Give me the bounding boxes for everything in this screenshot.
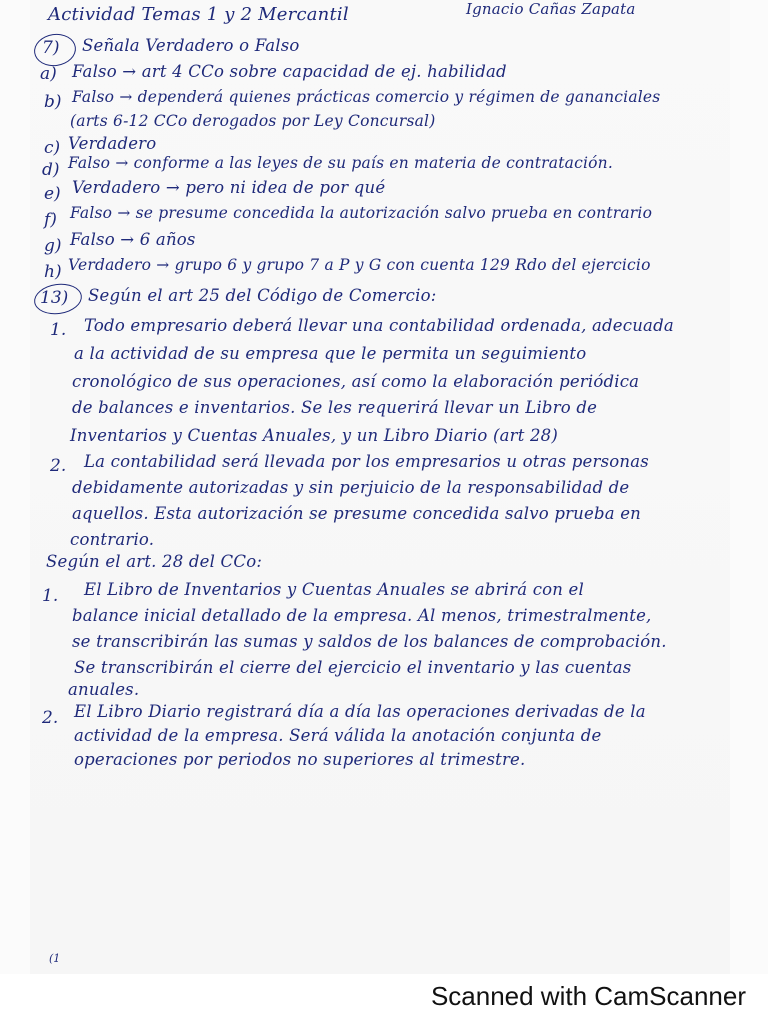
list-item-text: Falso → art 4 CCo sobre capacidad de ej. habilidad [72, 62, 507, 81]
question-heading: Señala Verdadero o Falso [82, 36, 300, 55]
list-item-letter: d) [42, 160, 60, 180]
list-item-text: (arts 6-12 CCo derogados por Ley Concursal) [70, 112, 436, 130]
paragraph-line: El Libro Diario registrará día a día las operaciones derivadas de la [74, 702, 646, 721]
paragraph-line: debidamente autorizadas y sin perjuicio de la responsabilidad de [72, 478, 630, 497]
question-number: 13) [40, 288, 69, 308]
list-item-text: Falso → se presume concedida la autorización salvo prueba en contrario [70, 204, 653, 222]
question-number: 7) [42, 38, 60, 58]
paragraph-line: anuales. [68, 680, 140, 699]
list-item-letter: f) [44, 210, 57, 230]
list-item-letter: g) [44, 236, 62, 256]
paragraph-line: se transcribirán las sumas y saldos de los balances de comprobación. [72, 632, 667, 651]
paragraph-line: Se transcribirán el cierre del ejercicio el inventario y las cuentas [74, 658, 632, 677]
paragraph-line: aquellos. Esta autorización se presume concedida salvo prueba en [72, 504, 641, 523]
author-name: Ignacio Cañas Zapata [466, 0, 636, 18]
point-number: 2. [50, 456, 67, 476]
list-item-letter: b) [44, 92, 62, 112]
list-item-text: Falso → conforme a las leyes de su país en materia de contratación. [68, 154, 613, 172]
point-number: 1. [50, 320, 67, 340]
paragraph-line: a la actividad de su empresa que le permita un seguimiento [74, 344, 587, 363]
paragraph-line: Todo empresario deberá llevar una contabilidad ordenada, adecuada [84, 316, 674, 335]
paragraph-line: de balances e inventarios. Se les requerirá llevar un Libro de [72, 398, 598, 417]
paragraph-line: contrario. [70, 530, 155, 549]
list-item-letter: c) [44, 138, 61, 158]
paragraph-line: balance inicial detallado de la empresa. Al menos, trimestralmente, [72, 606, 652, 625]
paragraph-line: actividad de la empresa. Será válida la anotación conjunta de [74, 726, 602, 745]
list-item-text: Verdadero → grupo 6 y grupo 7 a P y G con cuenta 129 Rdo del ejercicio [68, 256, 651, 274]
point-number: 1. [42, 586, 59, 606]
paragraph-line: El Libro de Inventarios y Cuentas Anuales se abrirá con el [84, 580, 584, 599]
paragraph-line: La contabilidad será llevada por los empresarios u otras personas [84, 452, 649, 471]
list-item-letter: a) [40, 64, 57, 84]
scanner-watermark: Scanned with CamScanner [430, 981, 746, 1011]
list-item-text: Verdadero → pero ni idea de por qué [72, 178, 386, 197]
point-number: 2. [42, 708, 59, 728]
paragraph-line: Inventarios y Cuentas Anuales, y un Libro Diario (art 28) [70, 426, 559, 445]
paragraph-line: cronológico de sus operaciones, así como la elaboración periódica [72, 372, 640, 391]
question-heading: Según el art 25 del Código de Comercio: [88, 286, 437, 305]
list-item-letter: e) [44, 184, 61, 204]
page-number-mark: (1 [49, 952, 61, 965]
list-item-text: Verdadero [68, 134, 157, 153]
list-item-text: Falso → dependerá quienes prácticas comercio y régimen de gananciales [72, 88, 661, 106]
section-subheading: Según el art. 28 del CCo: [46, 552, 263, 571]
list-item-text: Falso → 6 años [70, 230, 196, 249]
paragraph-line: operaciones por periodos no superiores al trimestre. [74, 750, 526, 769]
list-item-letter: h) [44, 262, 62, 282]
document-title: Actividad Temas 1 y 2 Mercantil [48, 4, 349, 25]
